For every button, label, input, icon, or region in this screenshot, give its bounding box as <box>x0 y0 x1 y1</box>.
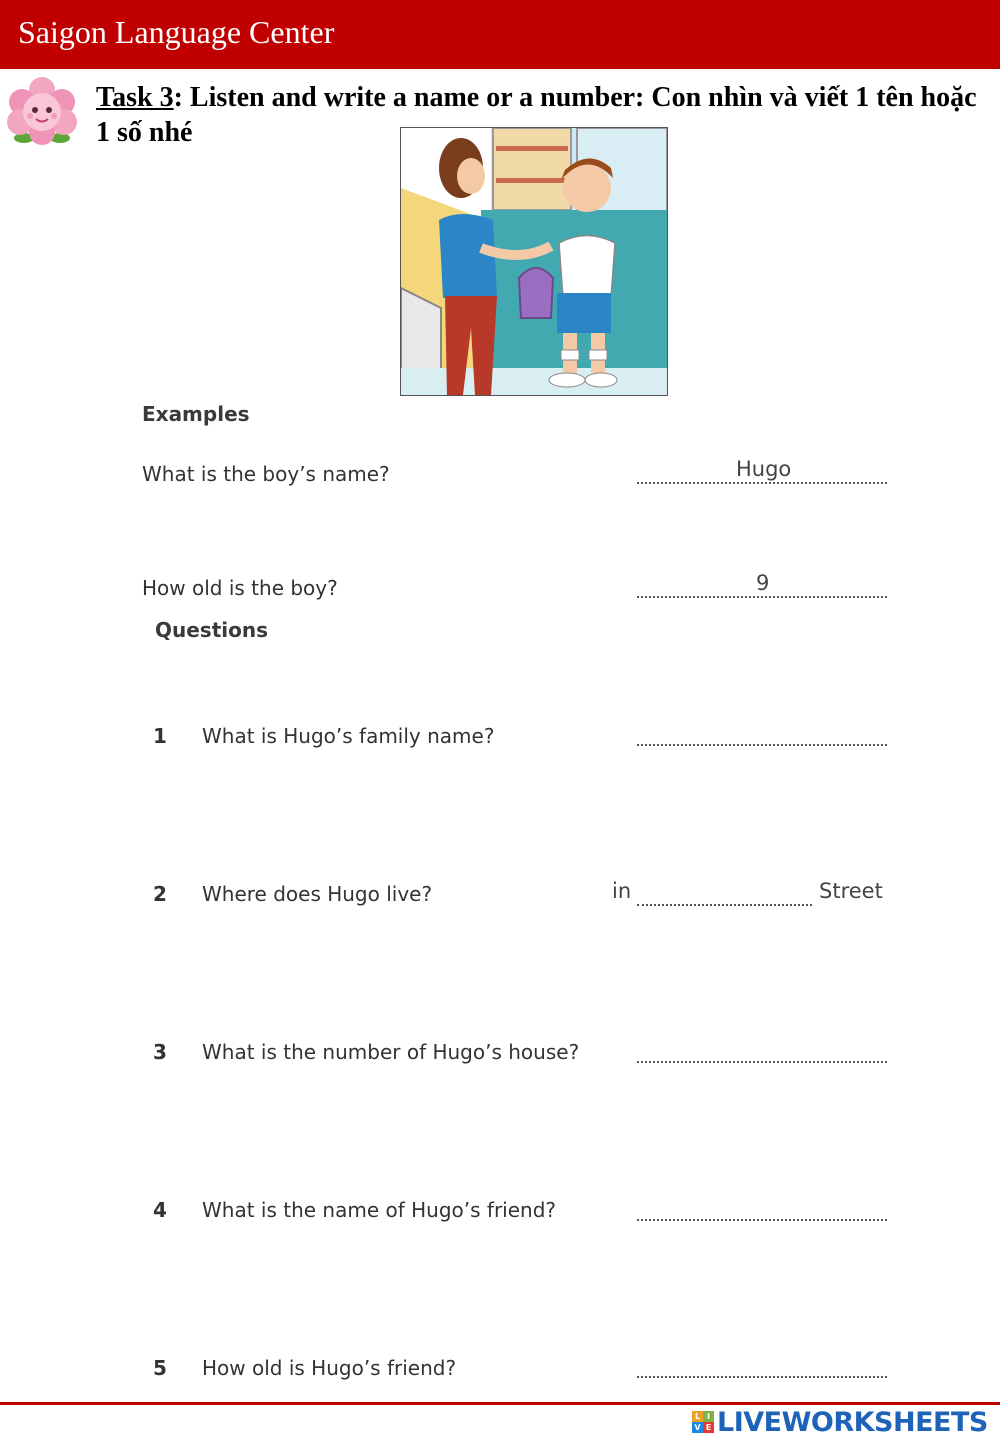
question-number-3: 3 <box>153 1040 167 1064</box>
questions-heading: Questions <box>155 618 269 642</box>
woman-and-boy-illustration <box>400 127 668 396</box>
header-bar <box>0 0 1000 69</box>
header-title: Saigon Language Center <box>18 14 335 50</box>
example-answer-line-2 <box>637 596 887 598</box>
liveworksheets-logo-text: LIVEWORKSHEETS <box>717 1406 988 1438</box>
answer-prefix-2: in <box>612 879 632 903</box>
question-number-4: 4 <box>153 1198 167 1222</box>
answer-input-3[interactable] <box>637 1061 887 1063</box>
examples-heading: Examples <box>142 402 250 426</box>
task-instruction-line2: 1 số nhé <box>96 117 193 148</box>
question-number-5: 5 <box>153 1356 167 1380</box>
question-number-2: 2 <box>153 882 167 906</box>
example-question-1: What is the boy’s name? <box>142 462 390 486</box>
answer-input-2[interactable] <box>637 904 812 906</box>
question-text-2: Where does Hugo live? <box>202 882 433 906</box>
answer-input-5[interactable] <box>637 1376 887 1378</box>
question-text-4: What is the name of Hugo’s friend? <box>202 1198 557 1222</box>
answer-input-4[interactable] <box>637 1219 887 1221</box>
example-answer-line-1 <box>637 482 887 484</box>
flower-mascot-icon <box>4 74 80 150</box>
liveworksheets-logo[interactable] <box>692 1405 988 1439</box>
question-text-3: What is the number of Hugo’s house? <box>202 1040 580 1064</box>
answer-suffix-2: Street <box>819 879 883 903</box>
question-text-1: What is Hugo’s family name? <box>202 724 495 748</box>
question-number-1: 1 <box>153 724 167 748</box>
answer-input-1[interactable] <box>637 744 887 746</box>
example-answer-1: Hugo <box>736 457 792 481</box>
task-label: Task 3 <box>96 82 174 113</box>
liveworksheets-logo-icon: L I V E <box>692 1411 714 1433</box>
example-answer-2: 9 <box>756 571 770 595</box>
example-question-2: How old is the boy? <box>142 576 338 600</box>
question-text-5: How old is Hugo’s friend? <box>202 1356 457 1380</box>
task-instruction-text: : Listen and write a name or a number: Con nhìn và viết 1 tên hoặc <box>173 82 977 113</box>
